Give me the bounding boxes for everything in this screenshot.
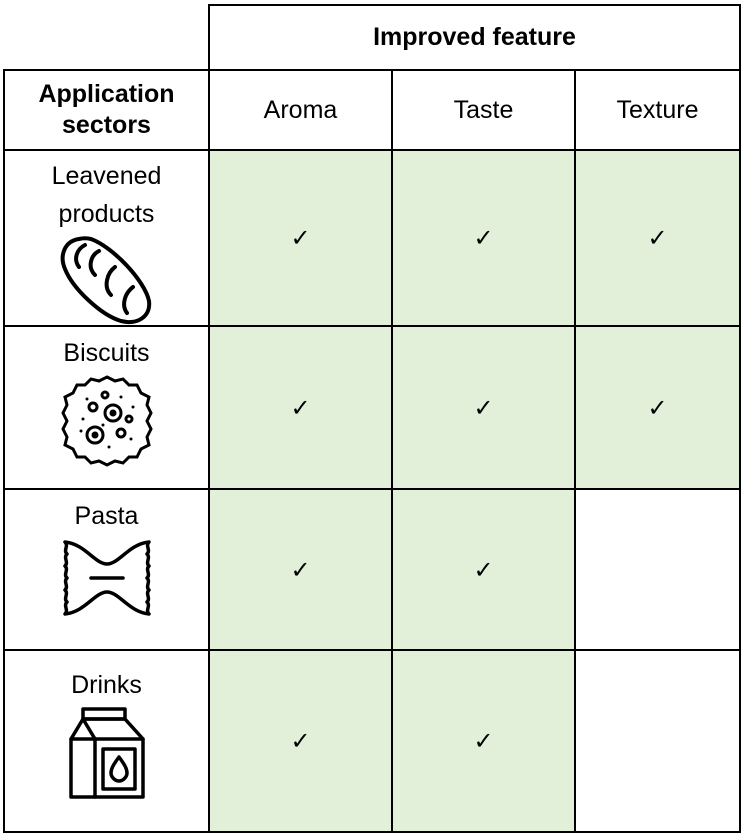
column-header-taste: Taste bbox=[392, 70, 575, 150]
application-sectors-header: Application sectors bbox=[4, 70, 209, 150]
cell-aroma bbox=[209, 150, 392, 326]
cell-taste bbox=[392, 650, 575, 832]
cell-texture bbox=[575, 150, 740, 326]
cell-aroma bbox=[209, 650, 392, 832]
sector-name: Pasta bbox=[74, 502, 139, 530]
check-mark-icon: ✓ bbox=[290, 727, 311, 755]
sector-name: Biscuits bbox=[63, 339, 150, 367]
check-mark-icon: ✓ bbox=[473, 555, 494, 584]
pasta-icon bbox=[55, 536, 159, 620]
column-header-aroma: Aroma bbox=[209, 70, 392, 150]
sector-name: Drinks bbox=[71, 671, 142, 699]
cell-texture bbox=[575, 489, 740, 650]
check-mark-icon: ✓ bbox=[473, 727, 494, 755]
cell-taste bbox=[392, 326, 575, 489]
check-mark-icon: ✓ bbox=[290, 555, 311, 584]
sector-cell-leavened-products bbox=[4, 150, 209, 326]
cell-texture bbox=[575, 650, 740, 832]
cell-texture bbox=[575, 326, 740, 489]
sector-cell-biscuits bbox=[4, 326, 209, 489]
bread-icon bbox=[57, 233, 157, 325]
milk-carton-icon bbox=[67, 705, 147, 801]
sector-cell-drinks bbox=[4, 650, 209, 832]
sector-name: Leavened products bbox=[51, 162, 162, 228]
check-mark-icon: ✓ bbox=[647, 224, 668, 252]
check-mark-icon: ✓ bbox=[473, 393, 494, 422]
empty-corner-cell bbox=[4, 5, 209, 70]
check-mark-icon: ✓ bbox=[473, 224, 494, 252]
improved-feature-header: Improved feature bbox=[209, 5, 740, 70]
cell-aroma bbox=[209, 489, 392, 650]
cell-taste bbox=[392, 489, 575, 650]
column-header-texture: Texture bbox=[575, 70, 740, 150]
sector-cell-pasta bbox=[4, 489, 209, 650]
biscuit-icon bbox=[59, 373, 155, 469]
check-mark-icon: ✓ bbox=[290, 224, 311, 252]
check-mark-icon: ✓ bbox=[290, 393, 311, 422]
check-mark-icon: ✓ bbox=[647, 393, 668, 422]
cell-taste bbox=[392, 150, 575, 326]
cell-aroma bbox=[209, 326, 392, 489]
sectors-features-table bbox=[3, 4, 741, 833]
